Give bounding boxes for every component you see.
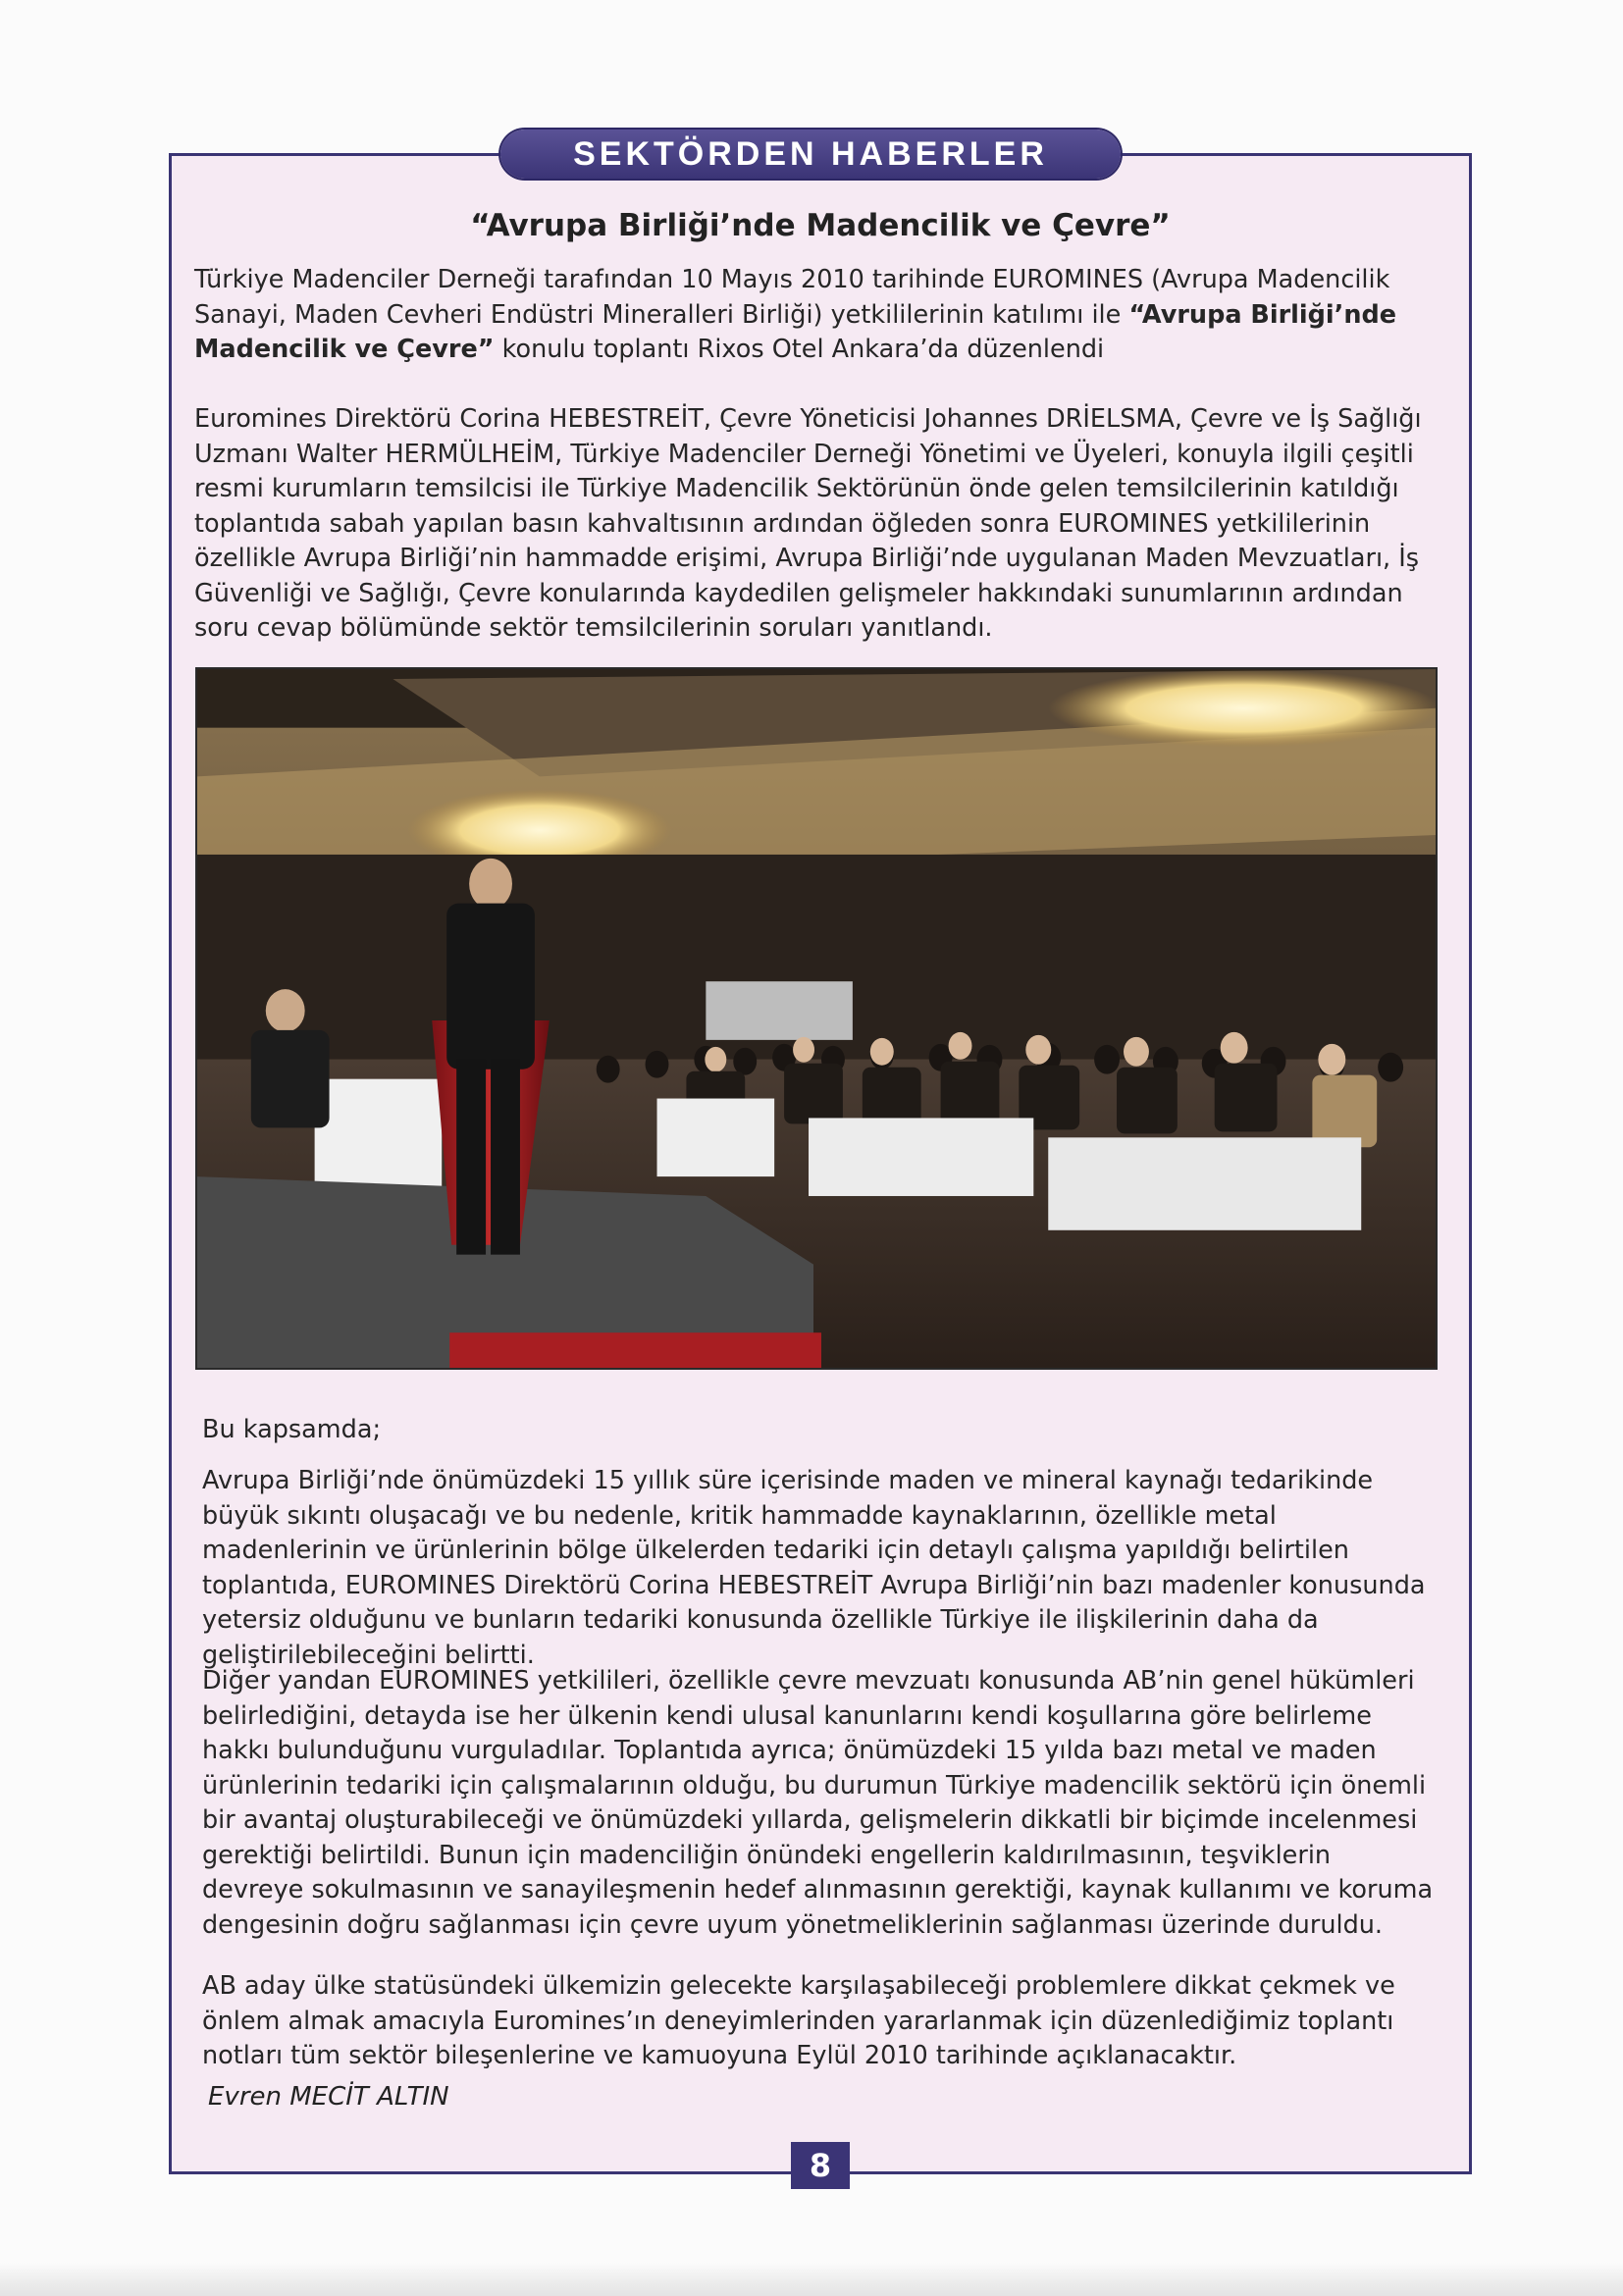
intro-text-end: konulu toplantı Rixos Otel Ankara’da düzenlendi: [494, 335, 1105, 364]
author-signature: Evren MECİT ALTIN: [208, 2082, 449, 2112]
conference-photo: [195, 667, 1438, 1370]
eu-supply-paragraph: Avrupa Birliği’nde önümüzdeki 15 yıllık süre içerisinde maden ve mineral kaynağı tedarikinde büyük sıkıntı oluşacağı ve bu nedenle, kritik hammadde kaynaklarının, özellikle metal madenlerinin ve ürünlerinin bölge ülkelerden tedariki için detaylı çalışma yapıldığı belirtilen toplantıda, EUROMINES Direktörü Corina HEBESTREİT Avrupa Birliği’nin bazı madenler konusunda yetersiz olduğunu ve bunların tedariki konusunda özellikle Türkiye ile ilişkilerinin daha da geliştirilebileceğini belirtti.: [202, 1466, 1426, 1670]
intro-paragraph: [194, 263, 1437, 368]
intro-text-start: Türkiye Madenciler Derneği tarafından 10 Mayıs 2010 tarihinde EUROMINES (Avrupa Madencilik Sanayi, Maden Cevheri Endüstri Mineralleri Birliği) yetkililerinin katılımı ile: [194, 265, 1390, 330]
regulation-paragraph: Diğer yandan EUROMINES yetkilileri, özellikle çevre mevzuatı konusunda AB’nin genel hükümleri belirlediğini, detayda ise her ülkenin kendi ulusal kanunlarını kendi koşullarına göre belirleme hakkı bulunduğunu vurguladılar. Toplantıda ayrıca; önümüzdeki 15 yılda bazı metal ve maden ürünlerinin tedariki için çalışmalarının olduğu, bu durumun Türkiye madencilik sektörü için önemli bir avantaj oluşturabileceği ve önümüzdeki yıllarda, gelişmelerin dikkatli bir biçimde incelenmesi gerektiği belirtildi. Bunun için madenciliğin önündeki engellerin kaldırılmasının, teşviklerin devreye sokulmasının ve sanayileşmenin hedef alınmasının gerektiği, kaynak kullanımı ve koruma dengesinin doğru sağlanması için çevre uyum yönetmeliklerinin sağlanması üzerinde duruldu.: [202, 1666, 1434, 1940]
article-headline: “Avrupa Birliği’nde Madencilik ve Çevre”: [470, 208, 1171, 243]
page-number: 8: [791, 2142, 850, 2189]
participants-paragraph: Euromines Direktörü Corina HEBESTREİT, Çevre Yöneticisi Johannes DRİELSMA, Çevre ve İş Sağlığı Uzmanı Walter HERMÜLHEİM, Türkiye Madenciler Derneği Yönetimi ve Üyeleri, konuyla ilgili çeşitli resmi kurumların temsilcisi ile Türkiye Madencilik Sektörünün önde gelen temsilcilerinin katıldığı toplantıda sabah yapılan basın kahvaltısının ardından öğleden sonra EUROMINES yetkililerinin özellikle Avrupa Birliği’nin hammadde erişimi, Avrupa Birliği’nde uygulanan Maden Mevzuatları, İş Güvenliği ve Sağlığı, Çevre konularında kaydedilen gelişmeler hakkındaki sunumlarının ardından soru cevap bölümünde sektör temsilcilerinin soruları yanıtlandı.: [194, 404, 1422, 643]
announcement-paragraph: AB aday ülke statüsündeki ülkemizin gelecekte karşılaşabileceği problemlere dikkat çekmek ve önlem almak amacıyla Euromines’ın deneyimlerinden yararlanmak için düzenlediğimiz toplantı notları tüm sektör bileşenlerine ve kamuoyuna Eylül 2010 tarihinde açıklanacaktır.: [202, 1971, 1395, 2070]
conference-photo-image: [197, 669, 1436, 1368]
scan-edge: [0, 2263, 1623, 2296]
intro-bold-title: “Avrupa Birliği’nde Madencilik ve Çevre”: [194, 299, 1397, 364]
section-title: SEKTÖRDEN HABERLER: [500, 130, 1121, 179]
scope-intro: Bu kapsamda;: [202, 1415, 382, 1444]
